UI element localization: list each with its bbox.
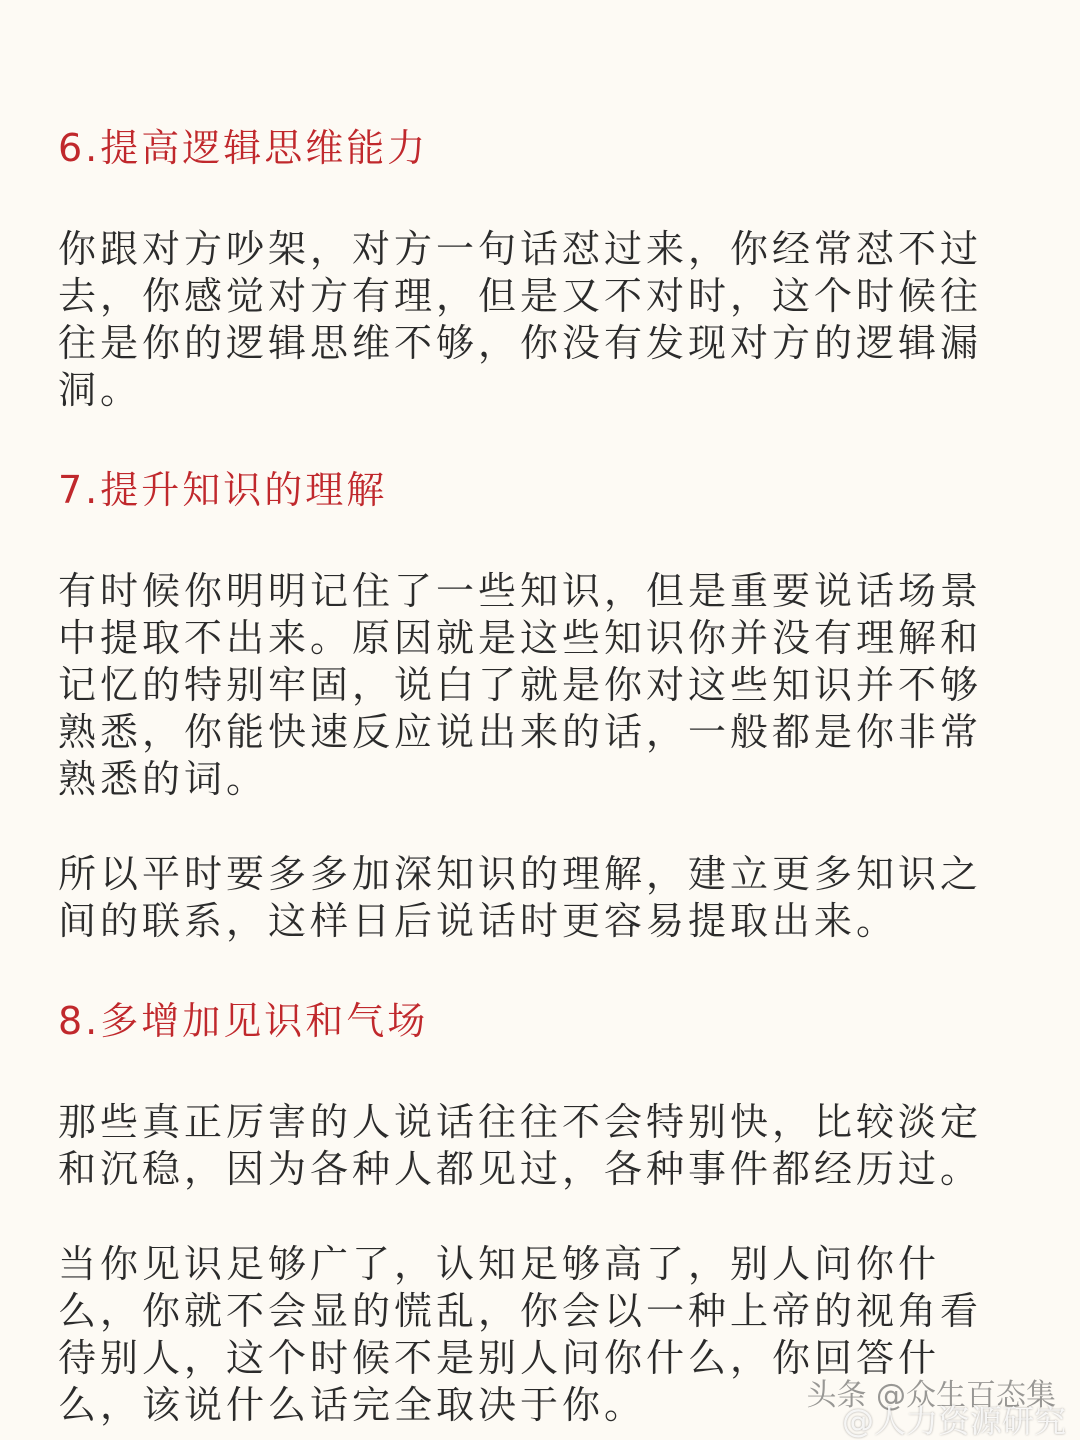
section-7-paragraph-2 [58,851,998,945]
paragraph-line: 那些真正厉害的人说话往往不会特别快，比较淡定 [58,1100,983,1144]
paragraph-line: 当你见识足够广了，认知足够高了，别人问你什 [58,1242,941,1286]
section-heading-8: 8.多增加见识和气场 [58,999,429,1043]
paragraph-line: 熟悉，你能快速反应说出来的话，一般都是你非常 [58,710,983,754]
paragraph-line: 所以平时要多多加深知识的理解，建立更多知识之 [58,852,983,896]
paragraph-line: 往是你的逻辑思维不够，你没有发现对方的逻辑漏 [58,321,983,365]
paragraph-line: 你跟对方吵架，对方一句话怼过来，你经常怼不过 [58,227,983,271]
article-content [58,118,998,1429]
section-heading-7: 7.提升知识的理解 [58,468,388,512]
paragraph-line: 么，该说什么话完全取决于你。 [58,1383,647,1427]
section-heading-6: 6.提高逻辑思维能力 [58,126,429,170]
watermark-weibo: @人力资源研究 [841,1402,1066,1440]
paragraph-line: 中提取不出来。原因就是这些知识你并没有理解和 [58,616,983,660]
paragraph-line: 和沉稳，因为各种人都见过，各种事件都经历过。 [58,1147,983,1191]
paragraph-line: 待别人，这个时候不是别人问你什么，你回答什 [58,1336,941,1380]
watermark-toutiao: 头条 @众生百态集 [806,1378,1056,1413]
paragraph-line: 么，你就不会显的慌乱，你会以一种上帝的视角看 [58,1289,983,1333]
paragraph-line: 间的联系，这样日后说话时更容易提取出来。 [58,899,899,943]
paragraph-line: 记忆的特别牢固，说白了就是你对这些知识并不够 [58,663,983,707]
section-8-paragraph-1 [58,1099,998,1193]
section-6-paragraph-1 [58,226,998,414]
paragraph-line: 去，你感觉对方有理，但是又不对时，这个时候往 [58,274,983,318]
paragraph-line: 熟悉的词。 [58,757,269,801]
section-7-paragraph-1 [58,568,998,803]
paragraph-line: 有时候你明明记住了一些知识，但是重要说话场景 [58,569,983,613]
paragraph-line: 洞。 [58,368,143,412]
